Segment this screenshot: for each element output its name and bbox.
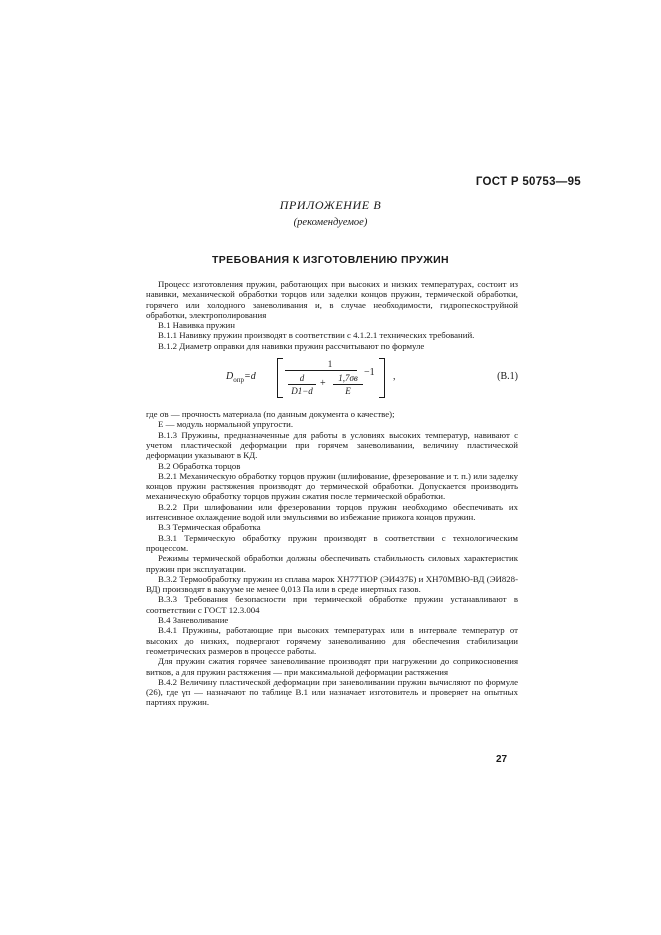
- formula-comma: ,: [393, 371, 396, 383]
- formula-fraction-2: 1,7σв E: [333, 373, 363, 397]
- paragraph: В.4.2 Величину пластической деформации при заневоливании пружин вычисляют по формуле (26), где γп — назначают по таблице В.1 или назначает изготовитель и проверяет на опытных партиях пружин.: [146, 676, 518, 708]
- bracket-right: [379, 358, 385, 398]
- appendix-subtitle: (рекомендуемое): [293, 217, 368, 228]
- paragraph: В.4.1 Пружины, работающие при высоких температурах или в интервале температур от высоких до низких, подвергают горячему заневоливанию для обеспечения стабилизации геометрических размеров в процессе работы.: [146, 625, 518, 656]
- formula-lhs: $D_{опр}=d$: [226, 371, 256, 385]
- paragraph: Для пружин сжатия горячее заневоливание производят при нагружении до соприкосновения витков, а для пружин растяжения — при максимальной деформации растяжения: [146, 656, 518, 677]
- paragraph: Режимы термической обработки должны обеспечивать стабильность силовых характеристик пружин при эксплуатации.: [146, 553, 518, 574]
- formula-number: (В.1): [497, 371, 518, 383]
- subsection-heading: В.3 Термическая обработка: [158, 522, 261, 533]
- formula-main-fraction: 1: [285, 359, 375, 372]
- paragraph: В.3.2 Термообработку пружин из сплава марок ХН77ТЮР (ЭИ437Б) и ХН70МВЮ-ВД (ЭИ828-ВД) производят в вакууме не менее 0,013 Па или в среде инертных газов.: [146, 573, 518, 595]
- formula-plus: +: [320, 378, 326, 390]
- paragraph: E — модуль нормальной упругости.: [158, 419, 294, 430]
- formula-fraction-1: d D1−d: [288, 373, 316, 397]
- page-number: 27: [496, 754, 508, 765]
- paragraph: Процесс изготовления пружин, работающих при высоких и низких температурах, состоит из навивки, механической обработки торцов или заделки концов пружин, термической обработки, горячего или холодного заневоливания и, в случае необходимости, гидропескоструйной обработки, электрополирования: [146, 279, 518, 320]
- subsection-heading: В.2 Обработка торцов: [158, 460, 241, 471]
- paragraph: где σв — прочность материала (по данным документа о качестве);: [146, 409, 395, 420]
- paragraph: В.1.2 Диаметр оправки для навивки пружин рассчитывают по формуле: [158, 340, 425, 351]
- document-header: ГОСТ Р 50753—95: [475, 176, 581, 188]
- paragraph: В.3.3 Требования безопасности при термической обработке пружин устанавливают в соответствии с ГОСТ 12.3.004: [146, 594, 518, 615]
- document-body: [146, 279, 518, 708]
- paragraph: В.2.2 При шлифовании или фрезеровании торцов пружин необходимо обеспечивать их интенсивное охлаждение водой или эмульсиями во избежание прижога концов пружин.: [146, 501, 518, 523]
- paragraph: В.1.1 Навивку пружин производят в соответствии с 4.1.2.1 технических требований.: [158, 330, 475, 341]
- subsection-heading: В.4 Заневоливание: [158, 615, 229, 626]
- formula-minus-one: −1: [364, 367, 375, 379]
- paragraph: В.1.3 Пружины, предназначенные для работы в условиях высоких температур, навивают с учетом пластической деформации при горячем заневоливании, величину пластической деформации указывают в КД.: [146, 429, 518, 461]
- paragraph: В.3.1 Термическую обработку пружин производят в соответствии с технологическим процессом.: [146, 532, 518, 553]
- appendix-title: ПРИЛОЖЕНИЕ В: [279, 198, 382, 212]
- formula-b1: [146, 357, 518, 403]
- bracket-left: [277, 358, 283, 398]
- paragraph: В.2.1 Механическую обработку торцов пружин (шлифование, фрезерование и т. п.) или заделку концов пружин растяжения производят до термической обработки. Допускается производить механическую обработку торцов пружин сжатия после термической обработки.: [146, 470, 518, 502]
- subsection-heading: В.1 Навивка пружин: [158, 320, 235, 331]
- section-title: ТРЕБОВАНИЯ К ИЗГОТОВЛЕНИЮ ПРУЖИН: [211, 254, 450, 266]
